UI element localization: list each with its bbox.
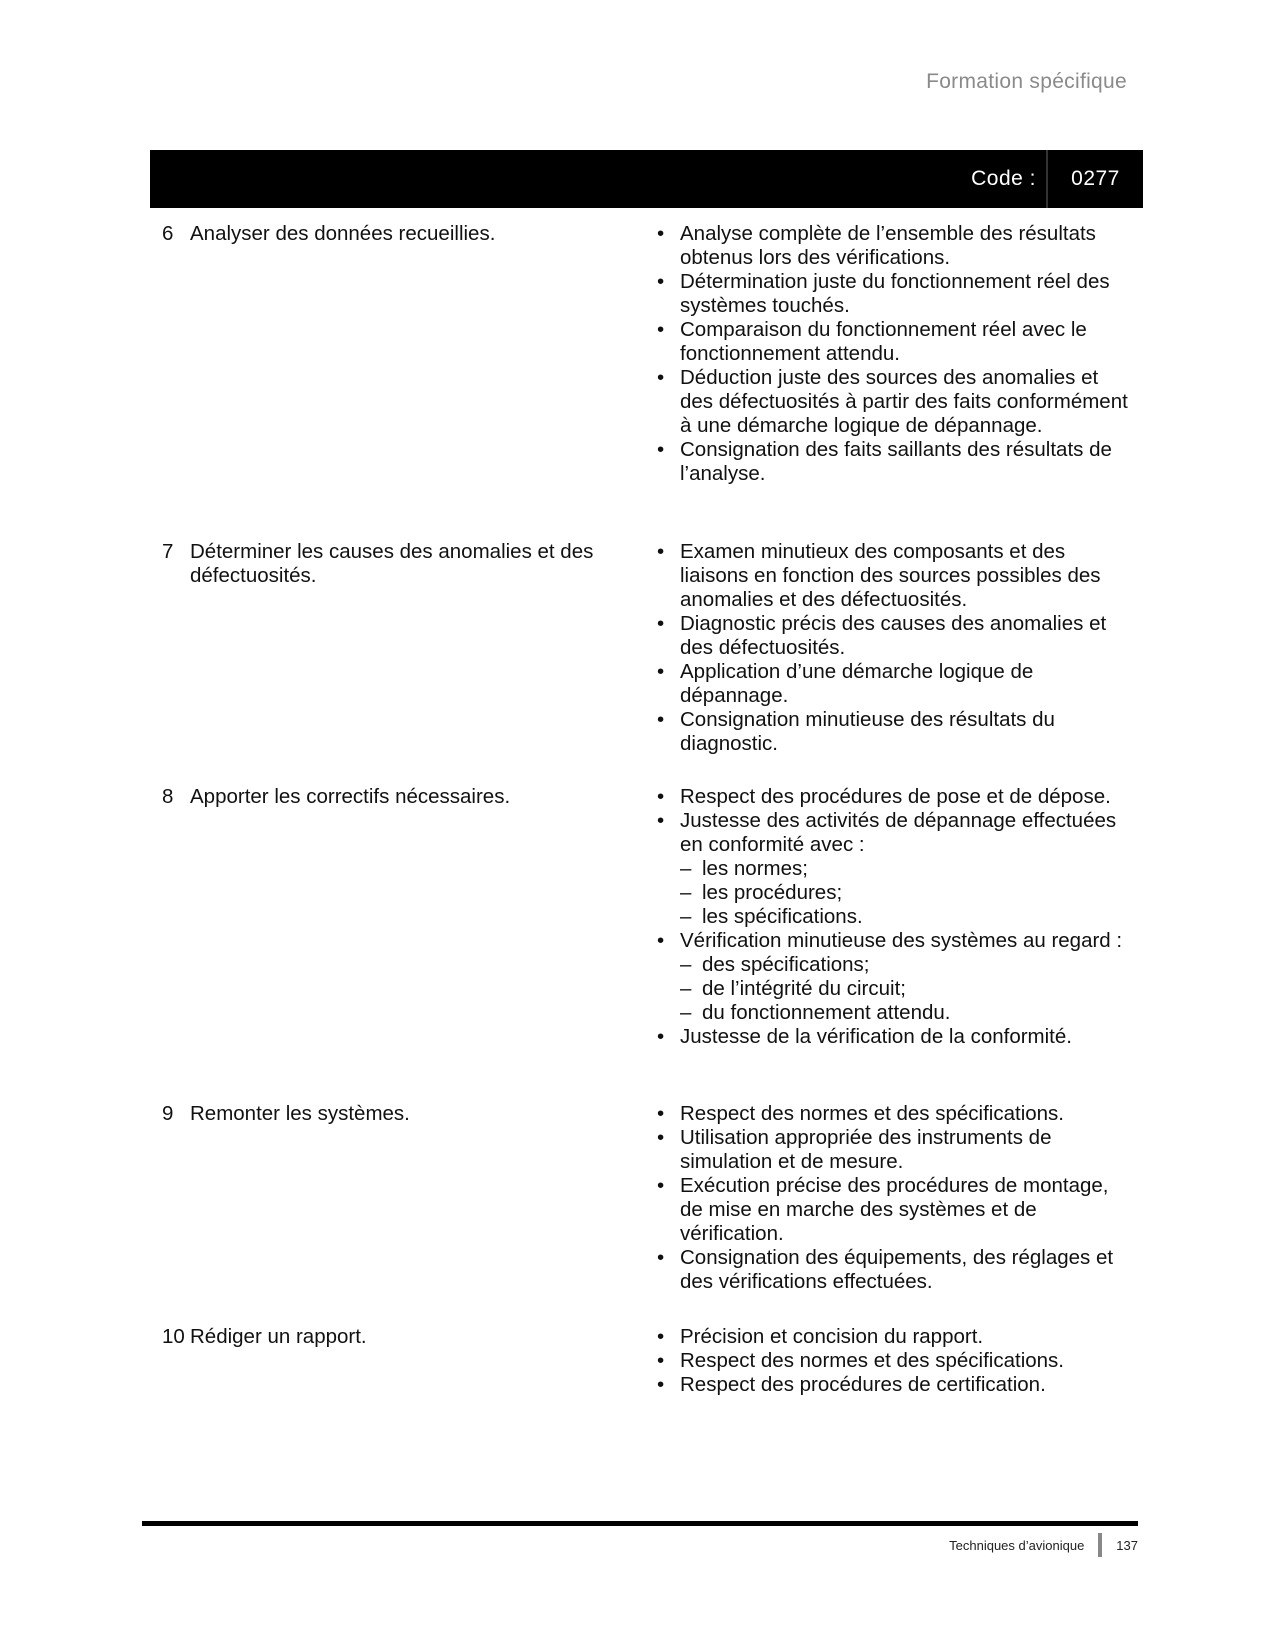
bullet-icon: • (657, 1102, 665, 1125)
bullet-icon: • (657, 366, 665, 389)
dash-icon: – (680, 953, 692, 976)
element-cell (162, 540, 602, 588)
bullet-icon: • (657, 929, 665, 952)
code-label: Code : (971, 167, 1036, 190)
dash-icon: – (680, 905, 692, 928)
element-cell (162, 222, 602, 246)
dash-icon: – (680, 1001, 692, 1024)
code-value: 0277 (1071, 167, 1120, 190)
criteria-cell (650, 785, 1130, 1049)
code-bar (150, 150, 1143, 208)
bullet-icon: • (657, 1349, 665, 1372)
criteria-item: • Justesse des activités de dépannage effectuées en conformité avec : (650, 809, 1130, 857)
criteria-item: • Utilisation appropriée des instruments de simulation et de mesure. (650, 1126, 1130, 1174)
footer-rule (142, 1521, 1138, 1526)
bullet-icon: • (657, 809, 665, 832)
criteria-item: • Respect des normes et des spécifications. (650, 1349, 1130, 1373)
element-number: 8 (162, 785, 174, 808)
dash-icon: – (680, 977, 692, 1000)
bullet-icon: • (657, 785, 665, 808)
criteria-item: • Précision et concision du rapport. (650, 1325, 1130, 1349)
footer-program: Techniques d’avionique (949, 1537, 1085, 1553)
criteria-item: • Respect des normes et des spécifications. (650, 1102, 1130, 1126)
element-text: Apporter les correctifs nécessaires. (190, 785, 511, 808)
criteria-item: • Respect des procédures de pose et de dépose. (650, 785, 1130, 809)
bullet-icon: • (657, 1246, 665, 1269)
criteria-subitem: – de l’intégrité du circuit; (680, 977, 906, 1000)
criteria-item: • Justesse de la vérification de la conformité. (650, 1025, 1130, 1049)
bullet-icon: • (657, 1325, 665, 1348)
element-text: Analyser des données recueillies. (190, 222, 496, 245)
element-text: Déterminer les causes des anomalies et des défectuosités. (190, 540, 594, 587)
bullet-icon: • (657, 660, 665, 683)
bullet-icon: • (657, 1174, 665, 1197)
criteria-item: • Déduction juste des sources des anomalies et des défectuosités à partir des faits conformément à une démarche logique de dépannage. (650, 366, 1130, 438)
criteria-cell (650, 1325, 1130, 1397)
element-cell (162, 1325, 602, 1349)
criteria-item: • Consignation des équipements, des réglages et des vérifications effectuées. (650, 1246, 1130, 1294)
page-header-title: Formation spécifique (926, 70, 1127, 93)
bullet-icon: • (657, 1126, 665, 1149)
criteria-item: • Examen minutieux des composants et des liaisons en fonction des sources possibles des anomalies et des défectuosités. (650, 540, 1130, 612)
bullet-icon: • (657, 612, 665, 635)
element-number: 6 (162, 222, 174, 245)
bullet-icon: • (657, 270, 665, 293)
element-text: Rédiger un rapport. (190, 1325, 367, 1348)
page-number: 137 (1116, 1537, 1138, 1553)
criteria-item: • Consignation des faits saillants des résultats de l’analyse. (650, 438, 1130, 486)
bullet-icon: • (657, 438, 665, 461)
criteria-item: • Application d’une démarche logique de dépannage. (650, 660, 1130, 708)
element-number: 10 (162, 1325, 185, 1348)
criteria-subitem: – les spécifications. (680, 905, 863, 928)
bullet-icon: • (657, 1373, 665, 1396)
bullet-icon: • (657, 222, 665, 245)
bullet-icon: • (657, 318, 665, 341)
element-cell (162, 785, 602, 809)
bullet-icon: • (657, 540, 665, 563)
criteria-cell (650, 222, 1130, 486)
bullet-icon: • (657, 708, 665, 731)
element-cell (162, 1102, 602, 1126)
criteria-subitem: – des spécifications; (680, 953, 870, 976)
page-footer (949, 1533, 1138, 1557)
dash-icon: – (680, 857, 692, 880)
criteria-cell (650, 540, 1130, 756)
element-text: Remonter les systèmes. (190, 1102, 410, 1125)
dash-icon: – (680, 881, 692, 904)
element-number: 9 (162, 1102, 174, 1125)
criteria-item: • Diagnostic précis des causes des anomalies et des défectuosités. (650, 612, 1130, 660)
criteria-subitem: – les procédures; (680, 881, 843, 904)
criteria-subitem: – du fonctionnement attendu. (680, 1001, 951, 1024)
criteria-item: • Vérification minutieuse des systèmes au regard : (650, 929, 1130, 953)
bullet-icon: • (657, 1025, 665, 1048)
criteria-cell (650, 1102, 1130, 1294)
criteria-item: • Détermination juste du fonctionnement réel des systèmes touchés. (650, 270, 1130, 318)
criteria-subitem: – les normes; (680, 857, 808, 880)
criteria-item: • Respect des procédures de certification. (650, 1373, 1130, 1397)
criteria-item: • Analyse complète de l’ensemble des résultats obtenus lors des vérifications. (650, 222, 1130, 270)
criteria-item: • Consignation minutieuse des résultats du diagnostic. (650, 708, 1130, 756)
footer-separator (1098, 1533, 1102, 1557)
criteria-item: • Exécution précise des procédures de montage, de mise en marche des systèmes et de vérification. (650, 1174, 1130, 1246)
element-number: 7 (162, 540, 174, 563)
criteria-item: • Comparaison du fonctionnement réel avec le fonctionnement attendu. (650, 318, 1130, 366)
